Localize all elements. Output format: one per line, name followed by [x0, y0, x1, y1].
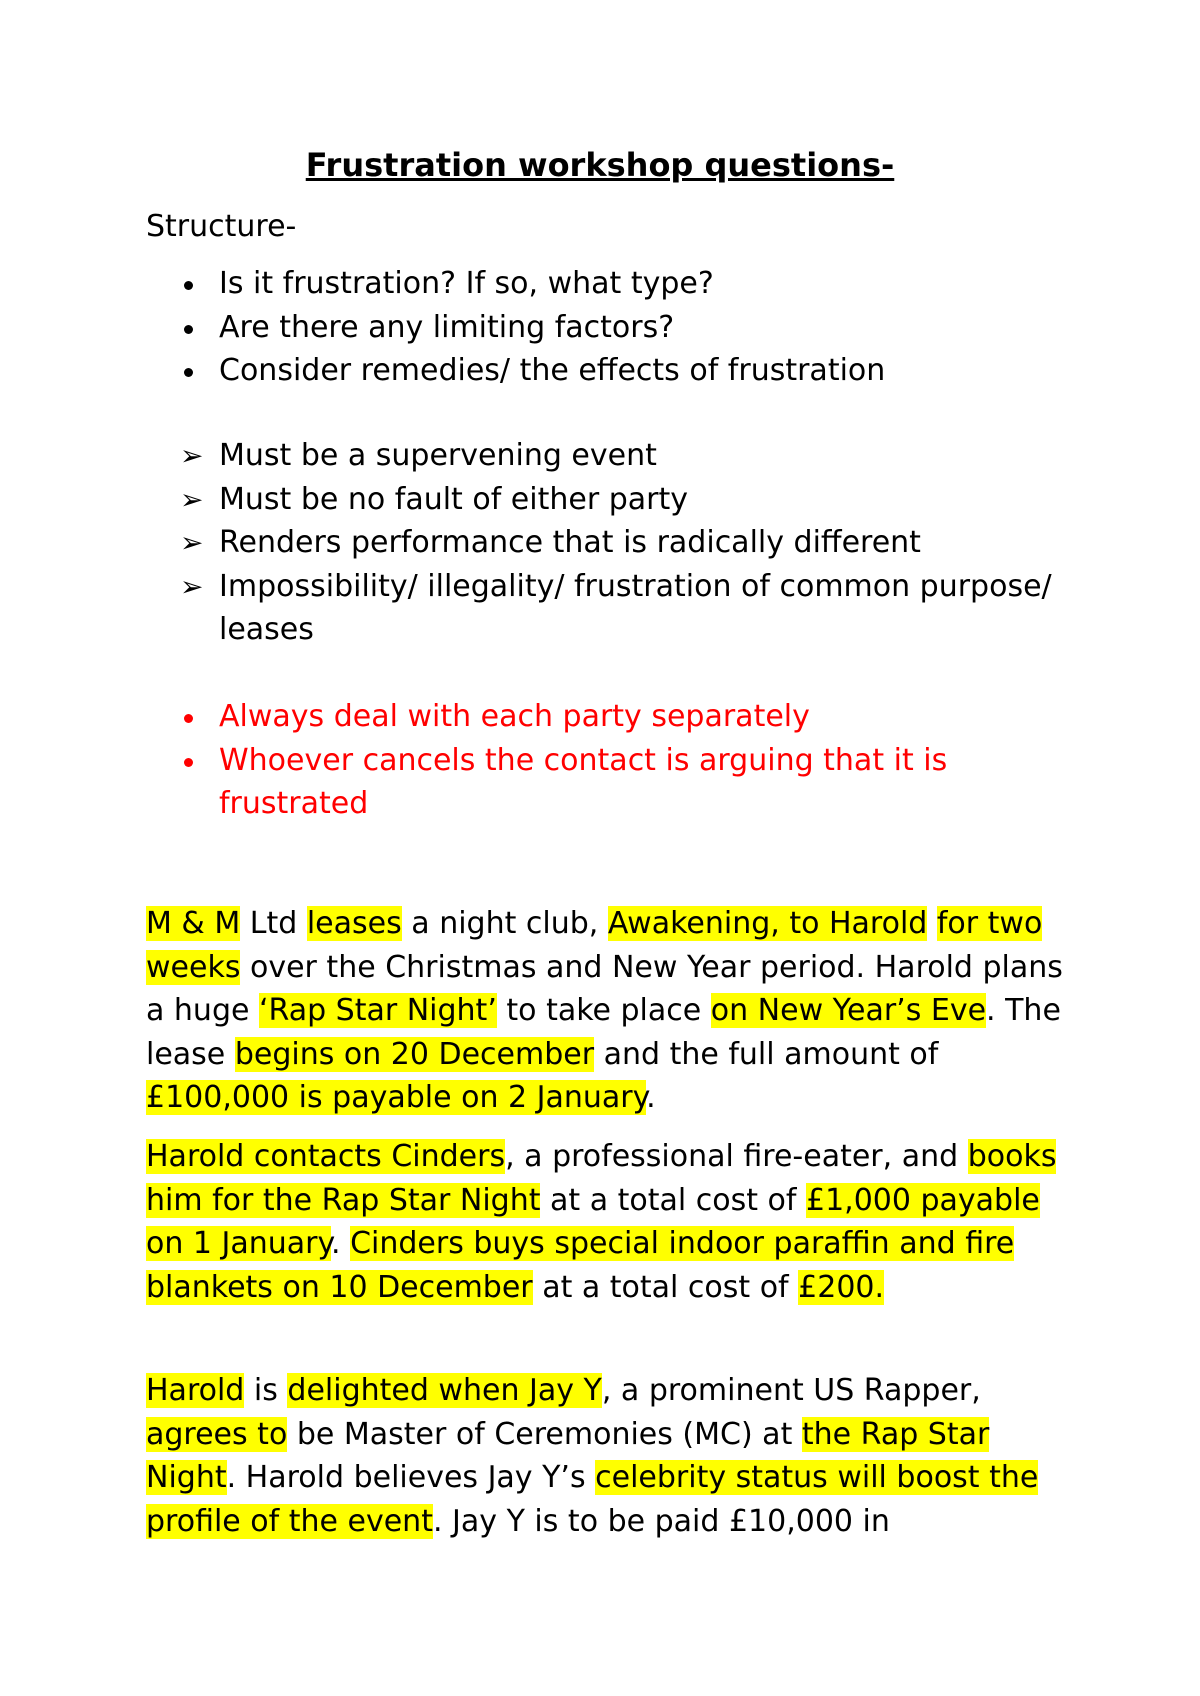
paragraph-text: at a total cost of	[540, 1182, 806, 1218]
highlighted-text: on New Year’s Eve	[710, 993, 987, 1028]
highlighted-text: delighted when Jay Y	[287, 1373, 602, 1408]
scenario-paragraph	[146, 1369, 1086, 1543]
paragraph-text: Ltd	[240, 906, 307, 941]
paragraph-text: to take place	[496, 993, 711, 1028]
paragraph-text	[927, 906, 937, 941]
highlighted-text: leases	[306, 906, 402, 941]
question-bullet-list	[0, 262, 1079, 393]
highlighted-text: Cinders buys special indoor paraffin and fire blankets on 10 December	[146, 1226, 1015, 1305]
paragraph-text: is	[244, 1373, 288, 1408]
arrow-bullet-icon: ➢	[180, 526, 204, 559]
highlighted-text: begins on 20 December	[234, 1036, 595, 1072]
paragraph-text: a night club,	[401, 906, 608, 941]
highlighted-text: Harold	[146, 1373, 245, 1408]
list-item: ➢ Must be a supervening event	[0, 434, 1079, 478]
paragraph-text: at a total cost of	[532, 1269, 799, 1305]
paragraph-text: . The lease	[146, 993, 1061, 1072]
arrow-bullet-icon: ➢	[180, 569, 204, 603]
highlighted-text: M & M	[146, 906, 241, 941]
highlighted-text: celebrity status will boost the profile of the event	[146, 1460, 1039, 1539]
highlighted-text: £200.	[798, 1269, 885, 1305]
paragraph-text: .	[646, 1080, 656, 1115]
highlighted-text: Awakening, to Harold	[607, 906, 928, 941]
paragraph-text: , a prominent US Rapper,	[601, 1373, 981, 1408]
bullet-dot-icon	[184, 281, 193, 290]
arrow-bullet-icon: ➢	[180, 439, 204, 472]
list-item: Whoever cancels the contact is arguing that it is frustrated	[0, 739, 1079, 826]
highlighted-text: £100,000 is payable on 2 January	[146, 1080, 647, 1115]
list-item: Are there any limiting factors?	[0, 306, 1079, 350]
bullet-dot-icon	[184, 368, 193, 377]
list-item: ➢ Impossibility/ illegality/ frustration of common purpose/ leases	[0, 565, 1079, 652]
structure-label: Structure-	[146, 209, 297, 244]
paragraph-text: over the Christmas and New Year period. Harold plans a huge	[146, 949, 1063, 1028]
bullet-dot-icon	[184, 758, 193, 767]
paragraph-text: . Jay Y is to be paid £10,000 in	[432, 1503, 890, 1539]
list-item: Is it frustration? If so, what type?	[0, 262, 1079, 306]
bullet-dot-icon	[184, 714, 193, 723]
highlighted-text: the Rap Star Night	[146, 1416, 990, 1495]
highlighted-text: for two weeks	[146, 906, 1043, 985]
paragraph-text: be Master of Ceremonies (MC) at	[287, 1416, 802, 1452]
scenario-paragraph	[146, 1135, 1086, 1309]
list-item: Always deal with each party separately	[0, 695, 1079, 739]
paragraph-text: , a professional fire-eater, and	[505, 1139, 968, 1174]
paragraph-text: and the full amount of	[594, 1036, 939, 1072]
document-title: Frustration workshop questions-	[305, 146, 895, 184]
list-item: ➢ Must be no fault of either party	[0, 478, 1079, 522]
arrow-bullet-icon: ➢	[180, 482, 204, 516]
highlighted-text: £1,000 payable on 1 January	[146, 1182, 1040, 1261]
highlighted-text: books him for the Rap Star Night	[146, 1139, 1057, 1218]
paragraph-text: .	[330, 1226, 351, 1261]
paragraph-text: . Harold believes Jay Y’s	[226, 1460, 596, 1495]
warning-bullet-list	[0, 695, 1079, 826]
highlighted-text: agrees to	[146, 1416, 288, 1452]
requirements-arrow-list	[0, 434, 1079, 652]
highlighted-text: Harold contacts Cinders	[146, 1139, 506, 1174]
highlighted-text: ‘Rap Star Night’	[258, 993, 497, 1028]
list-item: Consider remedies/ the effects of frustration	[0, 349, 1079, 393]
list-item: ➢ Renders performance that is radically different	[0, 521, 1079, 565]
scenario-paragraph	[146, 902, 1086, 1120]
bullet-dot-icon	[184, 325, 193, 334]
